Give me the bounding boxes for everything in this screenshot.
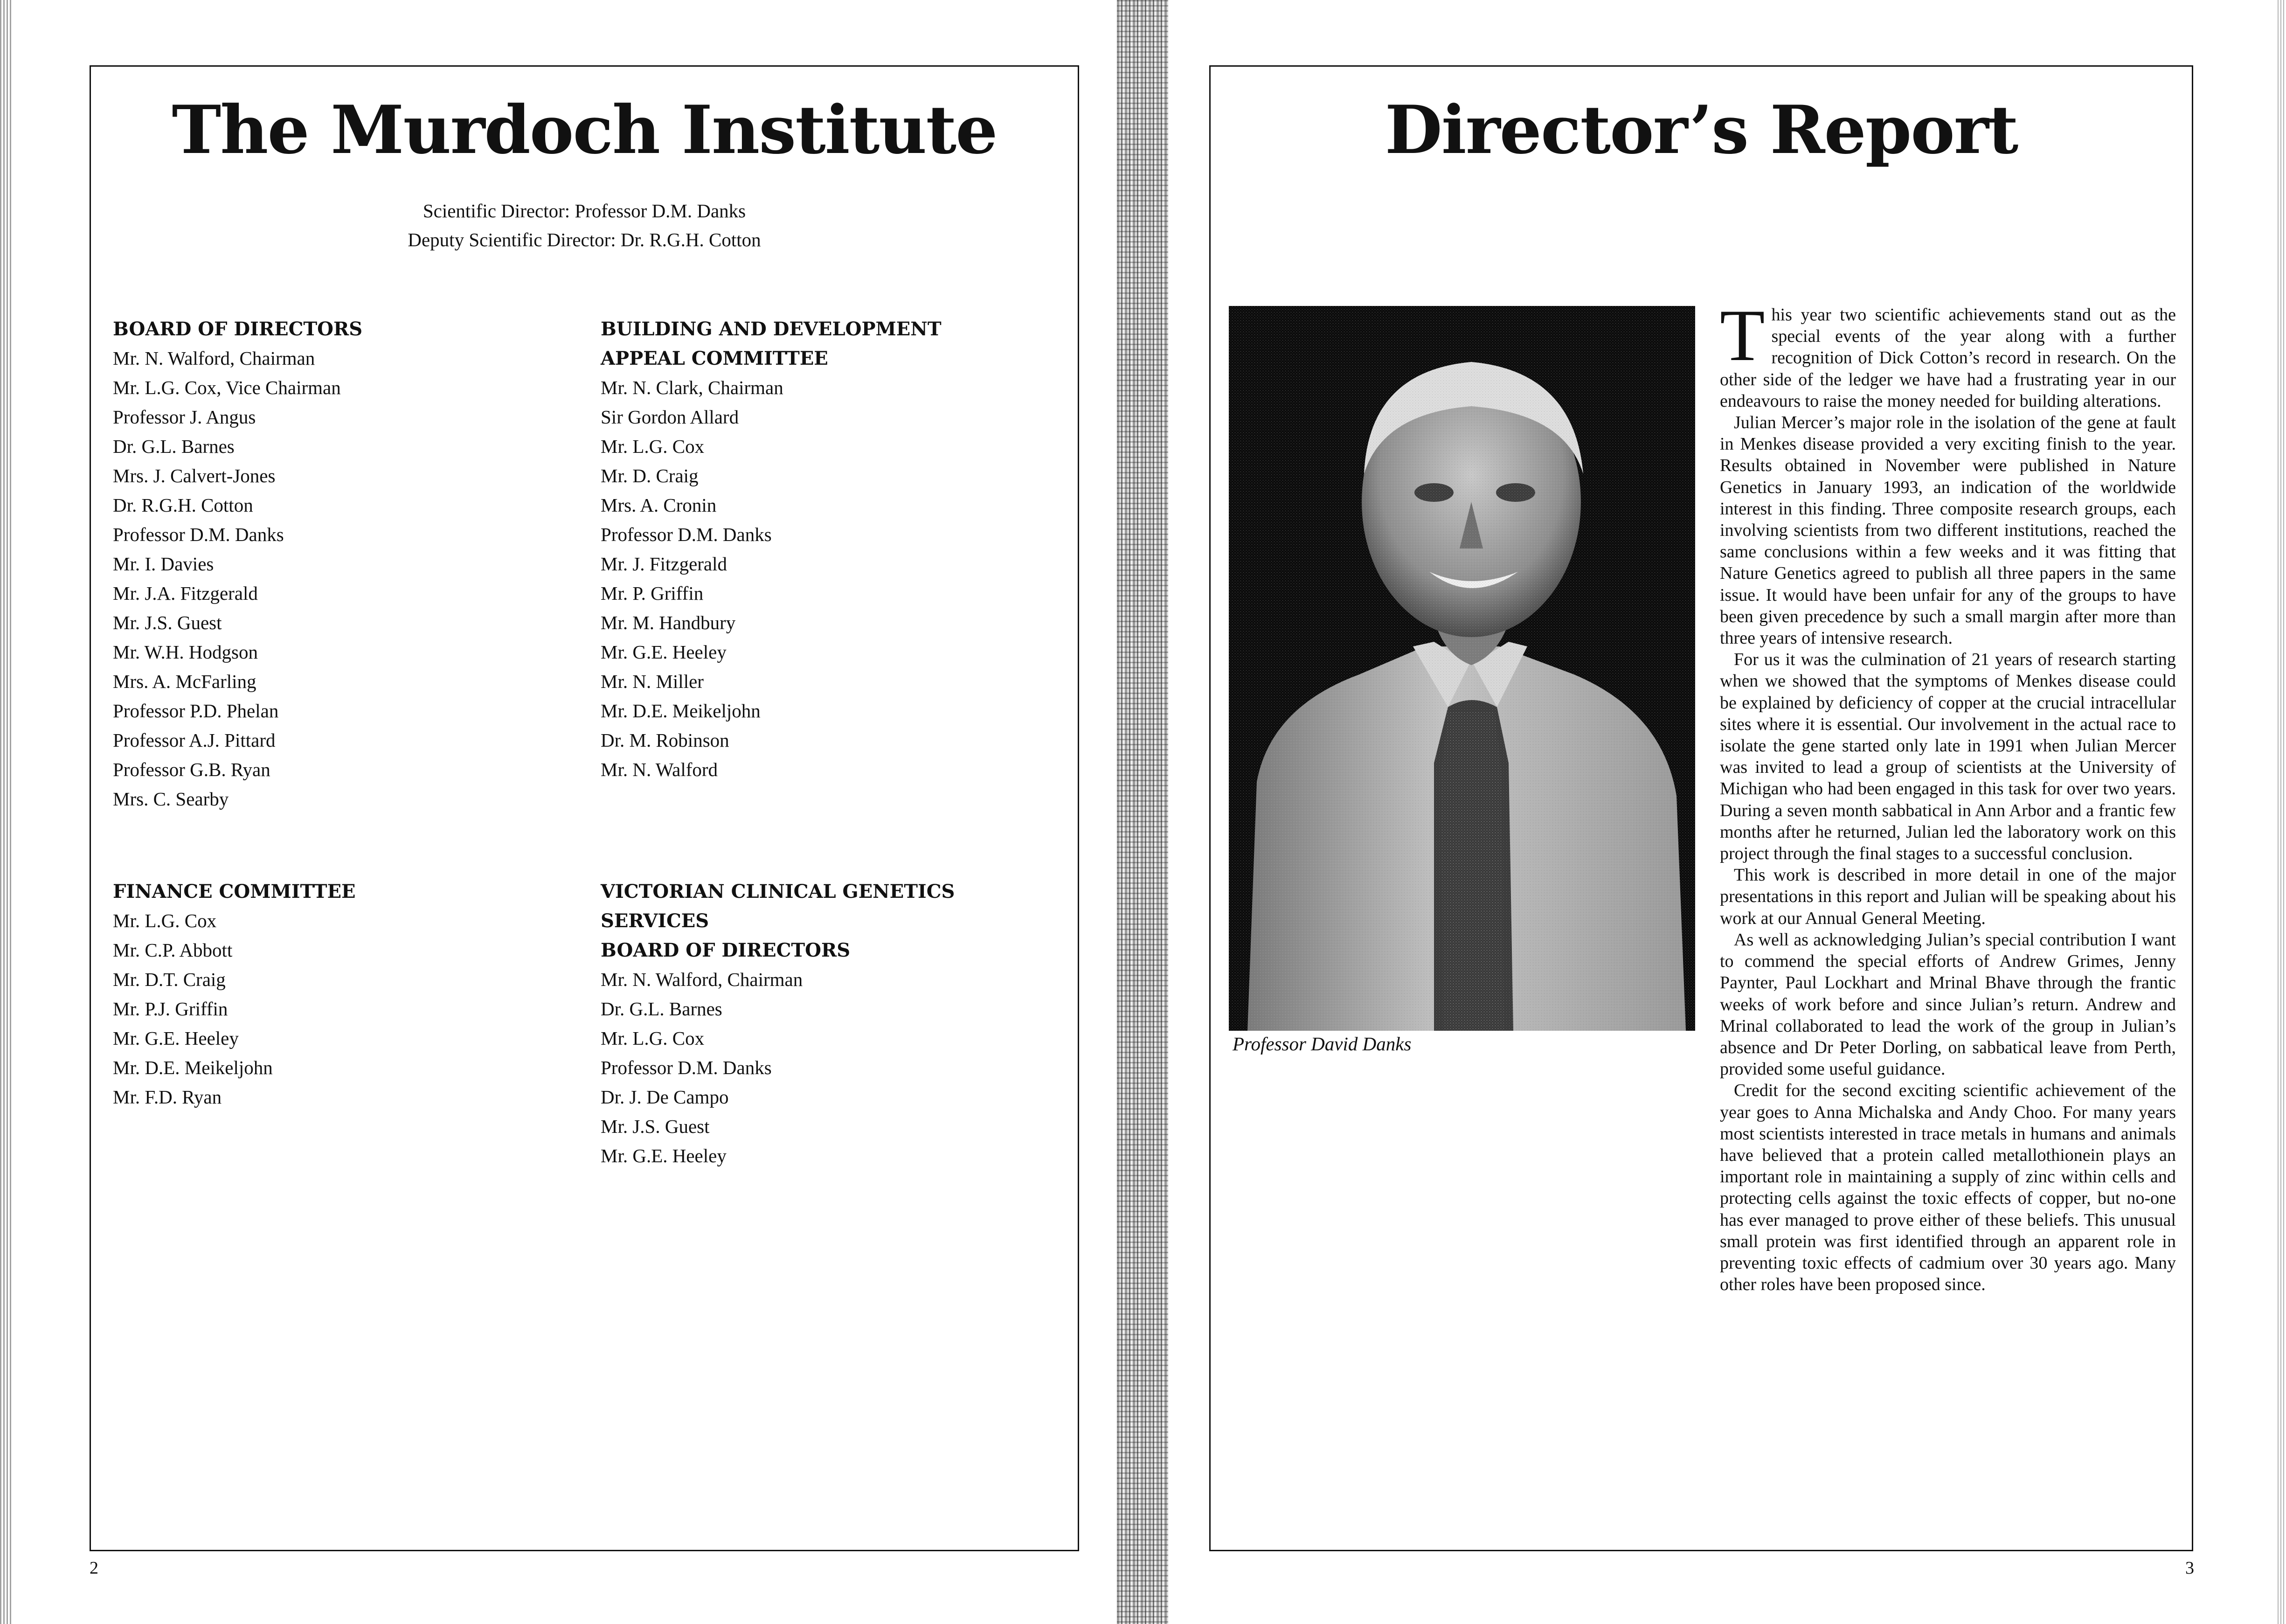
member-name: Mr. P.J. Griffin [113, 998, 228, 1020]
report-paragraph-text: his year two scientific achievements stand out as the special events of the year along with a further recognition of Dick Cotton’s record in research. On the other side of the ledger we have had a frustrating year in our endeavours to raise the money needed for building alterations. [1720, 305, 2176, 411]
director-portrait-photo [1229, 306, 1695, 1031]
scientific-director: Scientific Director: Professor D.M. Danks [423, 200, 746, 222]
finance-committee-section [113, 877, 356, 1112]
member-name: Mr. J.S. Guest [601, 1116, 710, 1137]
member-name: Mr. N. Walford [601, 759, 718, 780]
vcgs-section [601, 877, 955, 1171]
right-page-title: Director’s Report [1385, 91, 2018, 169]
member-name: Dr. R.G.H. Cotton [113, 494, 253, 516]
member-name: Professor A.J. Pittard [113, 729, 276, 751]
left-page-title: The Murdoch Institute [172, 91, 997, 169]
left-page-number: 2 [90, 1558, 98, 1578]
report-paragraph: Credit for the second exciting scientific achievement of the year goes to Anna Michalska and Andy Choo. For many years most scientists interested in trace metals in humans and animals have believed that a protein called metallothionein plays an important role in maintaining a supply of zinc within cells and protecting cells against the toxic effects of copper, but no-one has ever managed to prove either of these beliefs. This unusual small protein was first identified through an apparent role in preventing toxic effects of cadmium over 30 years ago. Many other roles have been proposed since. [1720, 1081, 2176, 1295]
member-name: Mr. G.E. Heeley [601, 641, 727, 663]
portrait-illustration [1229, 306, 1695, 1031]
finance-committee-heading: FINANCE COMMITTEE [113, 881, 356, 902]
building-committee-heading-line1: BUILDING AND DEVELOPMENT [601, 318, 942, 340]
report-paragraph: As well as acknowledging Julian’s special contribution I want to commend the special efforts of Andrew Grimes, Jenny Paynter, Paul Lockhart and Mrinal Bhave through the frantic weeks of work before and since Julian’s return. Andrew and Mrinal collaborated to lead the work of the group in Julian’s absence and Dr Peter Dorling, on sabbatical leave from Perth, provided some useful guidance. [1720, 930, 2176, 1079]
member-name: Mr. C.P. Abbott [113, 939, 233, 961]
member-name: Professor D.M. Danks [113, 524, 284, 545]
deputy-scientific-director: Deputy Scientific Director: Dr. R.G.H. Cotton [408, 229, 761, 250]
vcgs-heading-line2: SERVICES [601, 910, 709, 932]
member-name: Mr. P. Griffin [601, 583, 704, 604]
member-name: Mr. L.G. Cox [601, 1027, 705, 1049]
member-name: Mr. D.T. Craig [113, 969, 226, 990]
finance-committee-list [113, 906, 356, 1112]
member-name: Professor D.M. Danks [601, 1057, 772, 1078]
member-name: Mr. I. Davies [113, 553, 214, 575]
member-name: Mrs. A. McFarling [113, 671, 256, 692]
report-paragraph: Julian Mercer’s major role in the isolation of the gene at fault in Menkes disease provided a very exciting finish to the year. Results obtained in November were published in Nature Genetics in January 1993, an indication of the worldwide interest in this finding. Three composite research groups, each involving scientists from two different institutions, reached the same conclusions within a few weeks and it was fitting that Nature Genetics agreed to publish all three papers in the same issue. It would have been unfair for any of the groups to have been given precedence by such a small margin after more than three years of intensive research. [1720, 413, 2176, 648]
left-page-edge [0, 0, 13, 1624]
member-name: Mr. J.A. Fitzgerald [113, 583, 258, 604]
member-name: Mr. F.D. Ryan [113, 1086, 222, 1108]
member-name: Dr. J. De Campo [601, 1086, 729, 1108]
member-name: Professor P.D. Phelan [113, 700, 279, 722]
board-of-directors-section [113, 314, 362, 814]
right-page-number: 3 [2185, 1558, 2194, 1578]
photo-caption: Professor David Danks [1233, 1033, 1412, 1055]
member-name: Mr. G.E. Heeley [113, 1027, 239, 1049]
report-paragraph: This work is described in more detail in one of the major presentations in this report and Julian will be speaking about his work at our Annual General Meeting. [1720, 865, 2176, 928]
member-name: Professor G.B. Ryan [113, 759, 270, 780]
member-name: Sir Gordon Allard [601, 406, 739, 428]
building-committee-section [601, 314, 942, 784]
member-name: Mr. D.E. Meikeljohn [601, 700, 761, 722]
member-name: Mrs. J. Calvert-Jones [113, 465, 276, 486]
vcgs-board-list [601, 965, 955, 1171]
drop-cap: T [1720, 295, 1765, 376]
member-name: Mr. D. Craig [601, 465, 699, 486]
member-name: Mr. J. Fitzgerald [601, 553, 727, 575]
member-name: Professor J. Angus [113, 406, 256, 428]
member-name: Mr. N. Walford, Chairman [601, 969, 803, 990]
member-name: Mrs. C. Searby [113, 788, 229, 810]
member-name: Mr. G.E. Heeley [601, 1145, 727, 1166]
member-name: Mr. W.H. Hodgson [113, 641, 258, 663]
book-spine-gutter [1117, 0, 1168, 1624]
member-name: Mr. L.G. Cox [601, 436, 705, 457]
member-name: Dr. G.L. Barnes [601, 998, 722, 1020]
member-name: Mr. M. Handbury [601, 612, 736, 633]
member-name: Mr. N. Miller [601, 671, 704, 692]
member-name: Dr. G.L. Barnes [113, 436, 235, 457]
directors-report-text [1720, 295, 2176, 1295]
member-name: Mr. L.G. Cox [113, 910, 217, 931]
board-of-directors-list [113, 344, 362, 814]
vcgs-heading-line3: BOARD OF DIRECTORS [601, 939, 851, 961]
member-name: Mr. N. Walford, Chairman [113, 347, 315, 369]
member-name: Mrs. A. Cronin [601, 494, 717, 516]
report-paragraph: For us it was the culmination of 21 years of research starting when we showed that the symptoms of Menkes disease could be explained by deficiency of copper at the crucial intracellular sites where it is essential. Our involvement in the actual race to isolate the gene started only late in 1991 when Julian Mercer was invited to lead a group of scientists at the University of Michigan who had been engaged in this task for over two years. During a seven month sabbatical in Ann Arbor and a frantic few months after he returned, Julian led the laboratory work on this project through the final stages to a successful conclusion. [1720, 650, 2176, 864]
report-paragraph [1720, 295, 2176, 412]
member-name: Dr. M. Robinson [601, 729, 729, 751]
member-name: Mr. L.G. Cox, Vice Chairman [113, 377, 341, 398]
building-committee-list [601, 373, 942, 784]
member-name: Mr. D.E. Meikeljohn [113, 1057, 273, 1078]
member-name: Professor D.M. Danks [601, 524, 772, 545]
member-name: Mr. J.S. Guest [113, 612, 222, 633]
right-page-edge [2276, 0, 2286, 1624]
board-of-directors-heading: BOARD OF DIRECTORS [113, 318, 363, 340]
member-name: Mr. N. Clark, Chairman [601, 377, 783, 398]
building-committee-heading-line2: APPEAL COMMITTEE [601, 347, 828, 369]
vcgs-heading-line1: VICTORIAN CLINICAL GENETICS [601, 881, 955, 902]
